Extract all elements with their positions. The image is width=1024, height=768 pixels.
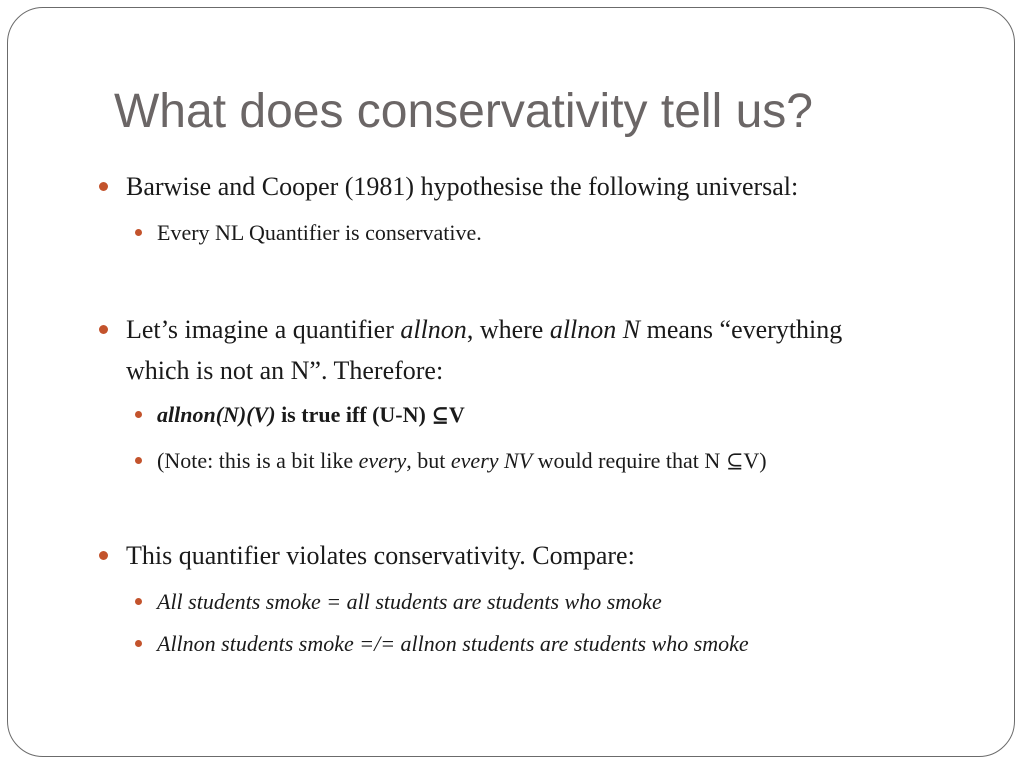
subset-symbol: ⊆ xyxy=(431,402,449,427)
bullet-text: This quantifier violates conservativity. Compare: xyxy=(126,541,635,570)
text-run-bold-italic: allnon(N)(V) xyxy=(157,402,276,427)
subbullet-allnon-students xyxy=(157,629,749,659)
text-run: , where xyxy=(466,315,550,344)
text-run: Let’s imagine a quantifier xyxy=(126,315,401,344)
subbullet-note-every xyxy=(157,446,767,476)
bullet-barwise-cooper xyxy=(126,166,798,207)
text-run: which is not an N”. Therefore: xyxy=(126,356,444,385)
slide-title: What does conservativity tell us? xyxy=(114,85,813,138)
bullet-dot xyxy=(99,551,108,560)
subbullet-universal xyxy=(157,218,482,248)
bullet-text: Barwise and Cooper (1981) hypothesise the following universal: xyxy=(126,172,799,201)
text-run-italic: allnon xyxy=(400,315,467,344)
text-run-bold: is true iff (U-N) xyxy=(275,402,432,427)
subbullet-text: Allnon students smoke =/= allnon students are students who smoke xyxy=(157,631,749,656)
subbullet-dot xyxy=(135,411,142,418)
subbullet-dot xyxy=(135,229,142,236)
text-run: means “everything xyxy=(640,315,843,344)
subbullet-all-students xyxy=(157,587,662,617)
subbullet-dot xyxy=(135,457,142,464)
text-run-bold: V xyxy=(448,402,465,427)
subbullet-dot xyxy=(135,598,142,605)
bullet-dot xyxy=(99,325,108,334)
subbullet-dot xyxy=(135,640,142,647)
text-run: would require that N xyxy=(532,448,726,473)
text-run-italic: every xyxy=(358,448,407,473)
text-run: , but xyxy=(406,448,451,473)
text-run: V) xyxy=(743,448,767,473)
subbullet-text: All students smoke = all students are students who smoke xyxy=(157,589,662,614)
text-run-italic: allnon N xyxy=(549,315,641,344)
text-run-italic: every NV xyxy=(450,448,533,473)
subbullet-text: Every NL Quantifier is conservative. xyxy=(157,220,482,245)
bullet-violates-conservativity xyxy=(126,535,635,576)
subset-symbol: ⊆ xyxy=(725,449,744,473)
bullet-dot xyxy=(99,182,108,191)
subbullet-allnon-truth xyxy=(157,400,465,430)
bullet-allnon-definition xyxy=(126,309,976,391)
text-run: (Note: this is a bit like xyxy=(157,448,359,473)
